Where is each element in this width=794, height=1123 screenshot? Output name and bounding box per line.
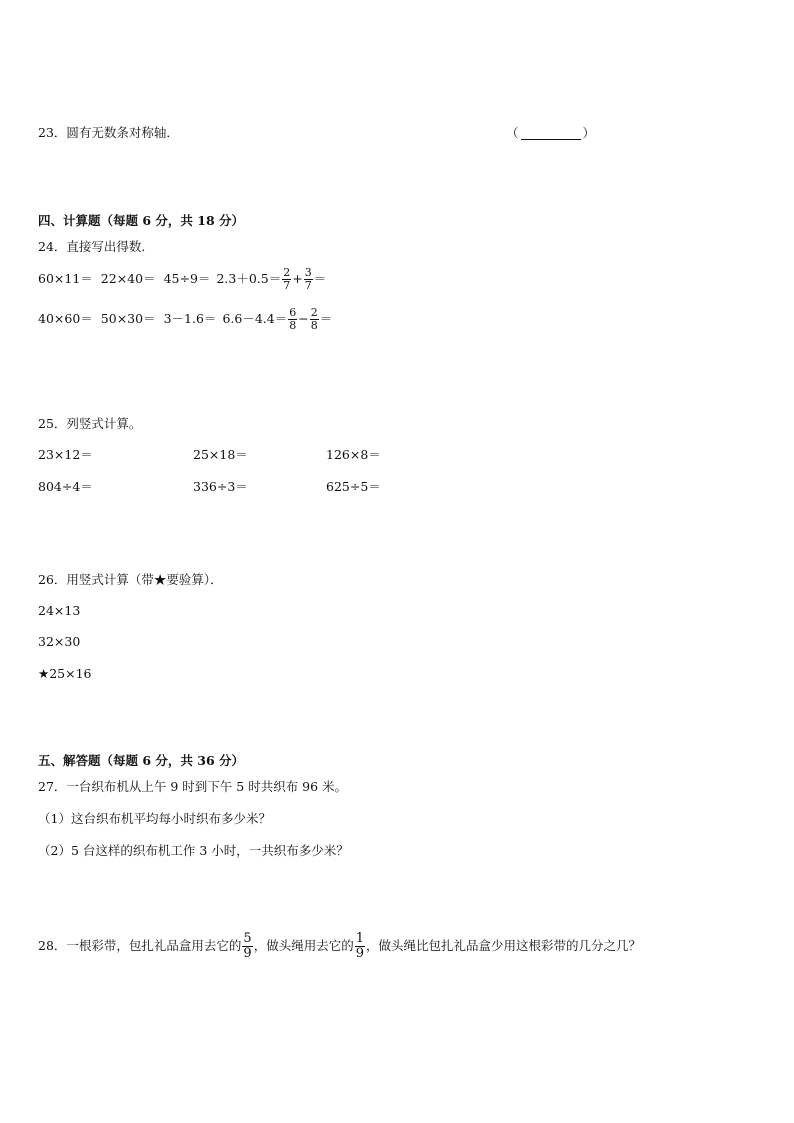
q25-r1-c1: 23×12＝ (38, 447, 93, 462)
section4-title: 四、计算题（每题 6 分，共 18 分） (38, 213, 245, 228)
q28-fraction-1 (242, 932, 252, 960)
q24-r1-f1-den: 7 (283, 278, 291, 292)
q24-r1-f2-den: 7 (304, 278, 312, 292)
q25-r2-c2: 336÷3＝ (193, 479, 248, 494)
q24-r1-a: 60×11＝ (38, 270, 93, 286)
q28-f1-den: 9 (243, 945, 252, 961)
q25-r1-c3: 126×8＝ (326, 447, 381, 462)
q24-r1-c: 45÷9＝ (163, 270, 211, 286)
q24-r1-d: 2.3＋0.5＝ (216, 270, 282, 286)
q25-title: 25．列竖式计算。 (38, 416, 142, 431)
q24-row1 (38, 267, 326, 291)
q23-text: 23．圆有无数条对称轴． (38, 125, 179, 140)
q27-sub2: （2）5 台这样的织布机工作 3 小时，一共织布多少米？ (38, 843, 349, 858)
q23-answer-blank[interactable] (521, 127, 581, 140)
q25-r1-c2: 25×18＝ (193, 447, 248, 462)
q23-paren-open: （ (506, 125, 519, 141)
q24-r1-fraction-1 (282, 267, 291, 291)
q27-title: 27．一台织布机从上午 9 时到下午 5 时共织布 96 米。 (38, 779, 348, 794)
q25-r2-c1: 804÷4＝ (38, 479, 93, 494)
q28-fraction-2 (355, 932, 365, 960)
q24-r2-d: 6.6－4.4＝ (222, 310, 288, 326)
q24-title: 24．直接写出得数． (38, 239, 154, 254)
q24-r2-fraction-1 (288, 307, 297, 331)
q28-part1: 28．一根彩带，包扎礼品盒用去它的 (38, 937, 242, 953)
q28-f1-num: 5 (243, 931, 252, 946)
q24-r2-f1-num: 6 (289, 306, 297, 319)
q24-r2-f2-den: 8 (310, 318, 318, 332)
q24-r2-a: 40×60＝ (38, 310, 93, 326)
q24-r2-b: 50×30＝ (100, 310, 156, 326)
q26-item-2: 32×30 (38, 634, 81, 649)
q28-part2: ，做头绳用去它的 (253, 937, 354, 953)
q24-r2-f1-den: 8 (289, 318, 297, 332)
q28-f2-num: 1 (355, 931, 364, 946)
q28-statement (38, 932, 641, 960)
q23-answer-bracket (506, 127, 595, 140)
q24-r1-op: + (292, 270, 303, 286)
section5-title: 五、解答题（每题 6 分，共 36 分） (38, 753, 245, 768)
q25-r2-c3: 625÷5＝ (326, 479, 381, 494)
q24-r1-b: 22×40＝ (100, 270, 156, 286)
q24-r2-c: 3－1.6＝ (163, 310, 217, 326)
q28-part3: ，做头绳比包扎礼品盒少用这根彩带的几分之几？ (366, 937, 642, 953)
q24-r1-fraction-2 (304, 267, 313, 291)
q26-title: 26．用竖式计算（带★要验算）． (38, 572, 223, 587)
q23-statement (38, 127, 179, 140)
q26-item-3: ★25×16 (38, 666, 92, 681)
q24-r2-op: − (298, 310, 309, 326)
q24-r2-fraction-2 (310, 307, 319, 331)
q24-r2-f2-num: 2 (310, 306, 318, 319)
q26-item-1: 24×13 (38, 603, 81, 618)
q28-f2-den: 9 (355, 945, 364, 961)
q24-r1-eq: ＝ (313, 270, 327, 286)
q27-sub1: （1）这台织布机平均每小时织布多少米？ (38, 811, 271, 826)
q24-row2 (38, 307, 332, 331)
q23-paren-close: ） (582, 125, 596, 141)
q24-r1-f1-num: 2 (283, 266, 291, 279)
q24-r1-f2-num: 3 (304, 266, 312, 279)
q24-r2-eq: ＝ (319, 310, 333, 326)
